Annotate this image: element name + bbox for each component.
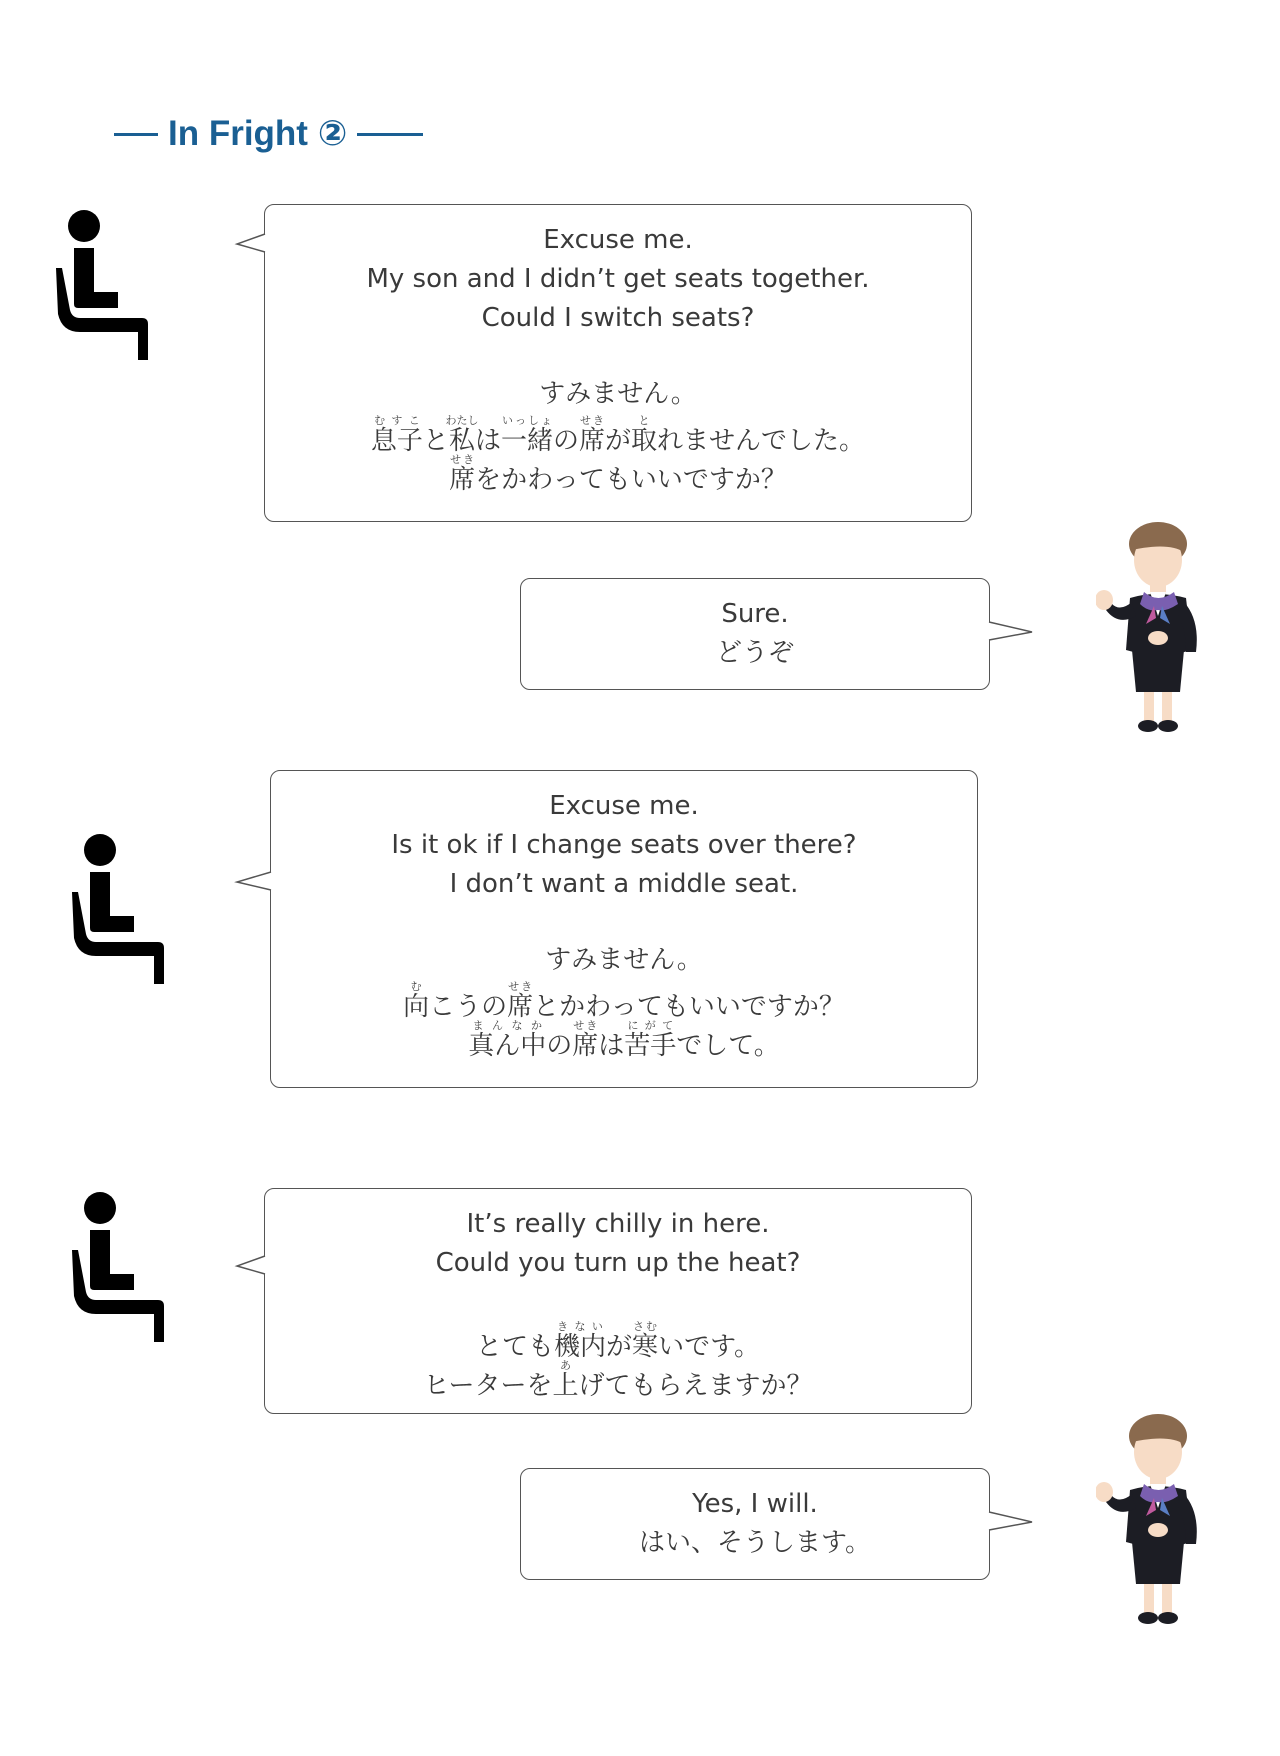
japanese-line: とても機内きないが寒さむいです。 xyxy=(476,1320,760,1362)
seated-person-icon xyxy=(68,1190,168,1350)
english-line: My son and I didn’t get seats together. xyxy=(366,264,870,294)
japanese-line: すみません。 xyxy=(539,379,697,409)
flight-attendant-icon xyxy=(1096,520,1216,738)
furigana-word: 席せき xyxy=(572,1019,599,1061)
bubble-tail xyxy=(236,868,274,898)
japanese-line: どうぞ xyxy=(715,638,794,668)
english-line: I don’t want a middle seat. xyxy=(449,869,799,899)
bubble-tail xyxy=(236,1252,268,1282)
speech-bubble xyxy=(270,770,978,1088)
japanese-line: 向むこうの席せきとかわってもいいですか？ xyxy=(403,980,845,1022)
speech-bubble xyxy=(264,204,972,522)
bubble-tail xyxy=(986,618,1034,648)
english-line: Could you turn up the heat? xyxy=(435,1248,801,1278)
japanese-line: 真ん中まんなかの席せきは苦手にがてでして。 xyxy=(468,1019,780,1061)
furigana-word: 一緒いっしょ xyxy=(500,414,553,456)
title-rule-left xyxy=(114,133,158,136)
english-line: Yes, I will. xyxy=(692,1489,818,1519)
page-title xyxy=(114,108,423,160)
english-line: Sure. xyxy=(721,599,789,629)
japanese-line: 息子むすこと私わたしは一緒いっしょの席せきが取とれませんでした。 xyxy=(370,414,866,456)
furigana-word: 息子むすこ xyxy=(370,414,423,456)
furigana-word: 機内きない xyxy=(554,1320,607,1362)
bubble-tail xyxy=(986,1508,1034,1538)
furigana-word: 真ん中まんなか xyxy=(468,1019,547,1061)
bubble-tail xyxy=(236,230,268,260)
japanese-line: はい、そうします。 xyxy=(639,1528,871,1558)
furigana-word: 私わたし xyxy=(445,414,479,456)
english-line: Excuse me. xyxy=(543,225,693,255)
furigana-word: 苦手にがて xyxy=(624,1019,677,1061)
english-line: Is it ok if I change seats over there? xyxy=(391,830,857,860)
furigana-word: 席せき xyxy=(449,453,476,495)
furigana-word: 席せき xyxy=(507,980,534,1022)
furigana-word: 上あ xyxy=(552,1359,579,1401)
speech-bubble xyxy=(520,1468,990,1580)
furigana-word: 向む xyxy=(403,980,430,1022)
seated-person-icon xyxy=(68,832,168,992)
page-title-text: In Fright ② xyxy=(168,114,348,153)
furigana-word: 席せき xyxy=(579,414,606,456)
english-line: Could I switch seats? xyxy=(481,303,755,333)
speech-bubble xyxy=(264,1188,972,1414)
english-line: Excuse me. xyxy=(549,791,699,821)
flight-attendant-icon xyxy=(1096,1412,1216,1630)
english-line: It’s really chilly in here. xyxy=(466,1209,770,1239)
japanese-line: ヒーターを上あげてもらえますか？ xyxy=(423,1359,813,1401)
speech-bubble xyxy=(520,578,990,690)
japanese-line: 席せきをかわってもいいですか？ xyxy=(449,453,787,495)
title-rule-right xyxy=(357,133,423,136)
japanese-line: すみません。 xyxy=(545,945,703,975)
furigana-word: 寒さむ xyxy=(632,1320,659,1362)
seated-person-icon xyxy=(52,208,152,368)
furigana-word: 取と xyxy=(631,414,658,456)
